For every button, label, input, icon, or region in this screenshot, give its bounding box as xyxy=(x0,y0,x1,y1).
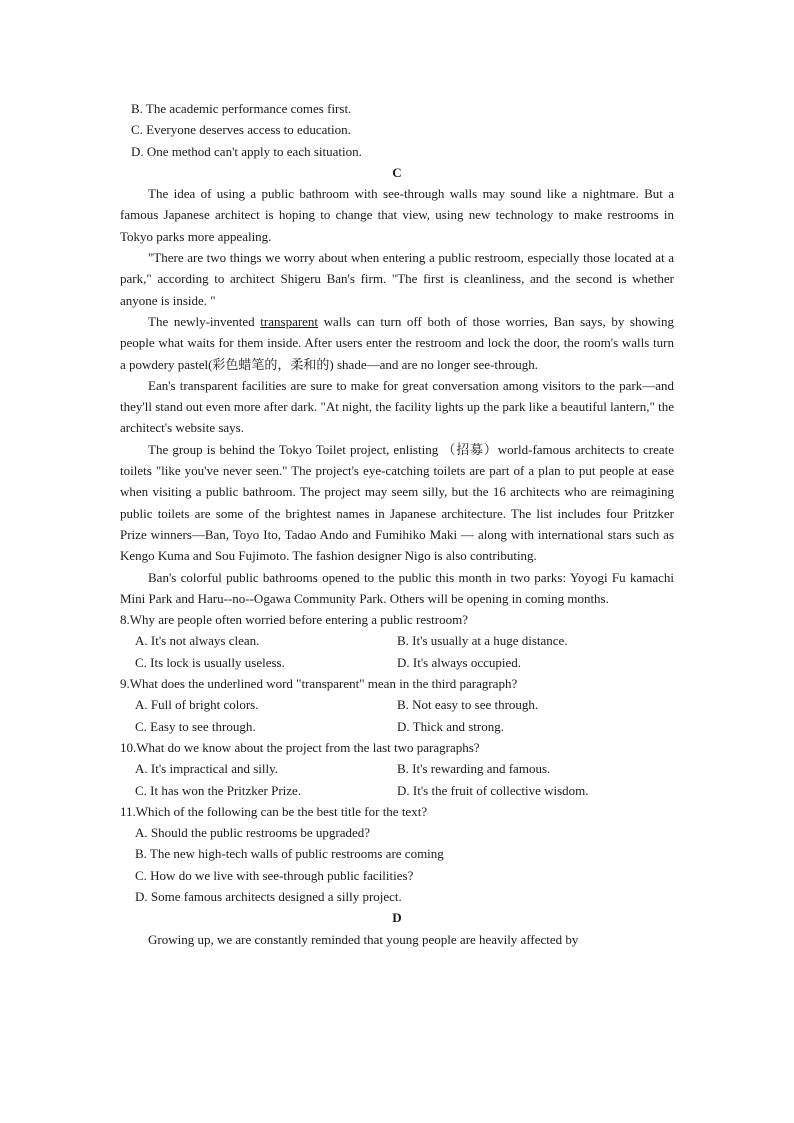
question-9-options-row-1 xyxy=(120,694,674,715)
section-c-paragraph-3 xyxy=(120,311,674,375)
q10-option-d: D. It's the fruit of collective wisdom. xyxy=(397,782,589,798)
q10-option-a: A. It's impractical and silly. xyxy=(135,761,279,777)
section-c-paragraph-4: Ean's transparent facilities are sure to make for great conversation among visitors to the park—and they'll stand out even more after dark. "At night, the facility lights up the park like a beautiful lantern," the architect's website says. xyxy=(120,377,674,436)
prev-option-c: C. Everyone deserves access to education. xyxy=(131,122,351,138)
question-9: 9.What does the underlined word "transparent" mean in the third paragraph? xyxy=(120,676,518,692)
question-10: 10.What do we know about the project from the last two paragraphs? xyxy=(120,739,480,755)
q11-option-c: C. How do we live with see-through public facilities? xyxy=(135,867,414,883)
q11-option-d: D. Some famous architects designed a silly project. xyxy=(135,888,402,904)
q9-option-a: A. Full of bright colors. xyxy=(135,697,259,713)
section-c-paragraph-2: "There are two things we worry about when entering a public restroom, especially those located at a park," according to architect Shigeru Ban's firm. "The first is cleanliness, and the second is whether anyone is inside. " xyxy=(120,250,674,308)
q10-option-b: B. It's rewarding and famous. xyxy=(397,761,551,777)
question-10-options-row-2 xyxy=(120,780,674,801)
p3-text-after: walls can turn off both of those worries, Ban says, by showing people what waits for them inside. After users enter the restroom and lock the door, the room's walls turn a powdery pastel(彩色蜡笔的，柔和的) shade—and are no longer see-through. xyxy=(120,313,674,372)
p3-text-before: The newly-invented xyxy=(148,313,261,329)
section-c-heading: C xyxy=(392,164,402,180)
q11-option-a: A. Should the public restrooms be upgraded? xyxy=(135,825,371,841)
q8-option-a: A. It's not always clean. xyxy=(135,633,260,649)
question-8-options-row-1 xyxy=(120,630,674,651)
section-d-heading: D xyxy=(392,910,402,926)
section-c-paragraph-5: The group is behind the Tokyo Toilet project, enlisting （招募）world-famous architects to create toilets "like you've never seen." The project's eye-catching toilets are part of a plan to put people at ease when visiting a public bathroom. The project may seem silly, but the 16 architects who are reimagining public toilets are some of the brightest names in Japanese architecture. The list includes four Pritzker Prize winners—Ban, Toyo Ito, Tadao Ando and Fumihiko Maki — along with international stars such as Kengo Kuma and Sou Fujimoto. The fashion designer Nigo is also contributing. xyxy=(120,441,674,564)
q9-option-d: D. Thick and strong. xyxy=(397,718,504,734)
q8-option-d: D. It's always occupied. xyxy=(397,654,522,670)
q9-option-c: C. Easy to see through. xyxy=(135,718,256,734)
q11-option-b: B. The new high-tech walls of public restrooms are coming xyxy=(135,846,444,862)
section-d-paragraph-1: Growing up, we are constantly reminded that young people are heavily affected by xyxy=(148,931,579,947)
section-c-paragraph-1: The idea of using a public bathroom with see-through walls may sound like a nightmare. But a famous Japanese architect is hoping to change that view, using new technology to make restrooms in Tokyo parks more appealing. xyxy=(120,186,674,244)
question-11: 11.Which of the following can be the best title for the text? xyxy=(120,803,428,819)
q10-option-c: C. It has won the Pritzker Prize. xyxy=(135,782,302,798)
question-8: 8.Why are people often worried before entering a public restroom? xyxy=(120,612,468,628)
question-8-options-row-2 xyxy=(120,652,674,673)
question-9-options-row-2 xyxy=(120,716,674,737)
exam-page xyxy=(120,98,674,950)
q8-option-c: C. Its lock is usually useless. xyxy=(135,654,285,670)
underlined-word-transparent: transparent xyxy=(260,313,319,329)
prev-option-d: D. One method can't apply to each situation. xyxy=(131,143,362,159)
question-10-options-row-1 xyxy=(120,758,674,779)
q9-option-b: B. Not easy to see through. xyxy=(397,697,539,713)
section-c-paragraph-6: Ban's colorful public bathrooms opened to the public this month in two parks: Yoyogi Fu kamachi Mini Park and Haru--no--Ogawa Community Park. Others will be opening in coming months. xyxy=(120,569,674,606)
prev-option-b: B. The academic performance comes first. xyxy=(131,101,352,116)
q8-option-b: B. It's usually at a huge distance. xyxy=(397,633,568,649)
